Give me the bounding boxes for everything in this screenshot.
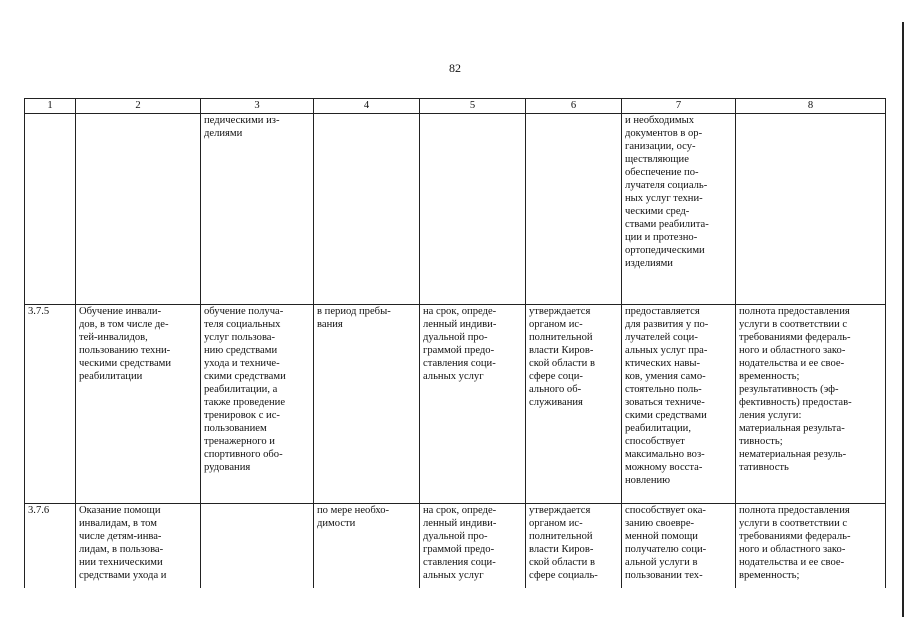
cell-quality: полнота предоставления услуги в соответствии с требованиями федераль- ного и областного зако- нодательства и ее свое- временность;	[736, 504, 886, 589]
cell-service-name: Обучение инвали- дов, в том числе де- тей-инвалидов, пользованию техни- ческими средствами реабилитации	[76, 305, 201, 504]
page-edge-rule	[902, 22, 904, 617]
cell-conditions: и необходимых документов в ор- ганизации, осу- ществляющие обеспечение по- лучателя социаль- ных услуг техни- ческими сред- ствами реабилита- ции и протезно- ортопедическими изделиями	[622, 114, 736, 305]
column-header: 3	[201, 99, 314, 114]
column-header: 6	[526, 99, 622, 114]
table-header-row	[25, 99, 886, 114]
table-row	[25, 504, 886, 589]
cell-tariff: утверждается органом ис- полнительной власти Киров- ской области в сфере социаль-	[526, 504, 622, 589]
cell-description: обучение получа- теля социальных услуг пользова- нию средствами ухода и техниче- скими средствами реабилитации, а также проведение тренировок с ис- пользованием тренажерного и спортивного обо- рудования	[201, 305, 314, 504]
cell-timing: в период пребы- вания	[314, 305, 420, 504]
column-header: 2	[76, 99, 201, 114]
cell-service-name	[76, 114, 201, 305]
cell-number: 3.7.5	[25, 305, 76, 504]
column-header: 1	[25, 99, 76, 114]
cell-number	[25, 114, 76, 305]
cell-tariff: утверждается органом ис- полнительной власти Киров- ской области в сфере соци- ального об- служивания	[526, 305, 622, 504]
page-number: 82	[449, 61, 461, 75]
cell-tariff	[526, 114, 622, 305]
cell-quality: полнота предоставления услуги в соответствии с требованиями федераль- ного и областного зако- нодательства и ее свое- временность; результативность (эф- фективность) предостав- ления услуги: материальная результа- тивность; нематериальная резуль- тативность	[736, 305, 886, 504]
cell-quality	[736, 114, 886, 305]
column-header: 8	[736, 99, 886, 114]
cell-description: педическими из- делиями	[201, 114, 314, 305]
cell-conditions: способствует ока- занию своевре- менной помощи получателю соци- альной услуги в пользовании тех-	[622, 504, 736, 589]
cell-conditions: предоставляется для развития у по- лучателей соци- альных услуг пра- ктических навы- ков, умения само- стоятельно поль- зоваться техниче- скими средствами реабилитации, способствует максимально воз- можному восста- новлению	[622, 305, 736, 504]
cell-timing: по мере необхо- димости	[314, 504, 420, 589]
cell-description	[201, 504, 314, 589]
table-row	[25, 114, 886, 305]
services-table	[24, 98, 886, 588]
column-header: 4	[314, 99, 420, 114]
cell-number: 3.7.6	[25, 504, 76, 589]
column-header: 7	[622, 99, 736, 114]
cell-service-name: Оказание помощи инвалидам, в том числе детям-инва- лидам, в пользова- нии техническими средствами ухода и	[76, 504, 201, 589]
cell-timing	[314, 114, 420, 305]
cell-duration	[420, 114, 526, 305]
column-header: 5	[420, 99, 526, 114]
table-row	[25, 305, 886, 504]
cell-duration: на срок, опреде- ленный индиви- дуальной про- граммой предо- ставления соци- альных услуг	[420, 504, 526, 589]
cell-duration: на срок, опреде- ленный индиви- дуальной про- граммой предо- ставления соци- альных услуг	[420, 305, 526, 504]
